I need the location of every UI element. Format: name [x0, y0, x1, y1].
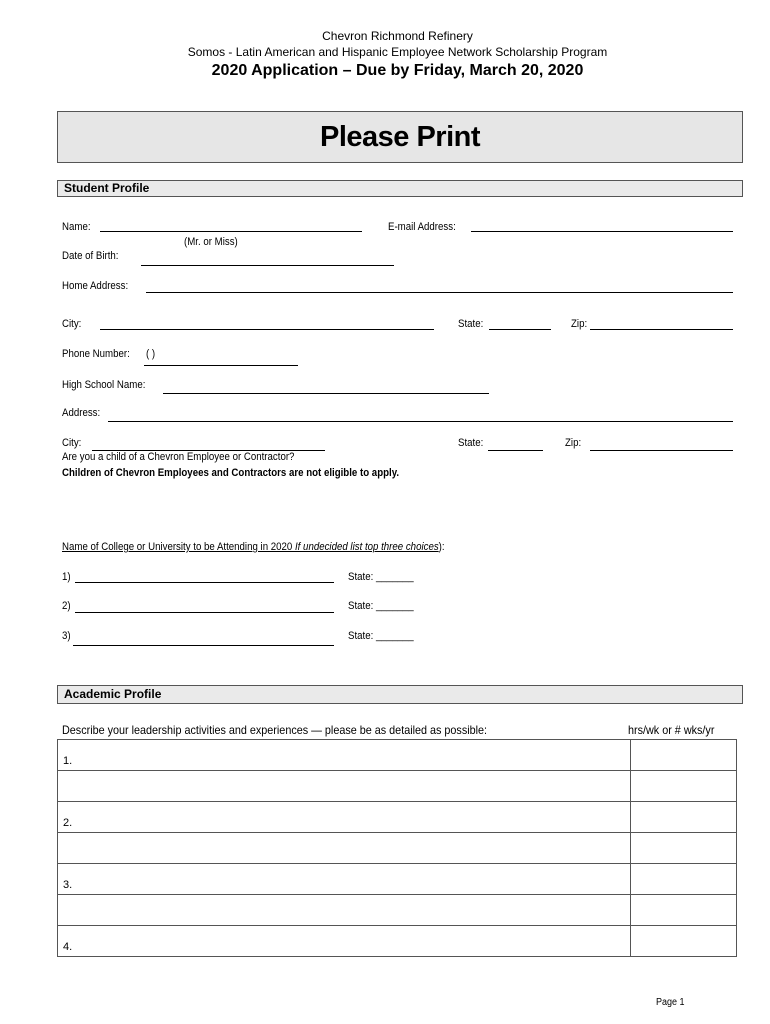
state-label: State: [458, 318, 484, 330]
school-state-label: State: [458, 437, 484, 449]
table-row [58, 926, 737, 957]
email-field[interactable] [471, 231, 733, 232]
dob-field[interactable] [141, 265, 394, 266]
dob-label: Date of Birth: [62, 250, 119, 262]
college-choice-num: 1) [62, 571, 71, 583]
email-label: E-mail Address: [388, 221, 456, 233]
hours-cell[interactable] [631, 740, 737, 771]
page-number: Page 1 [656, 997, 685, 1008]
college-choice-num: 2) [62, 600, 71, 612]
leadership-prompt: Describe your leadership activities and experiences — please be as detailed as possible: [62, 723, 488, 737]
phone-area-code: ( ) [146, 348, 156, 360]
name-label: Name: [62, 221, 91, 233]
activity-cell[interactable]: 2. [58, 802, 631, 833]
school-zip-label: Zip: [565, 437, 582, 449]
table-row [58, 802, 737, 833]
table-row [58, 771, 737, 802]
header-org: Chevron Richmond Refinery [322, 29, 473, 43]
name-field[interactable] [100, 231, 362, 232]
hours-cell[interactable] [631, 926, 737, 957]
home-address-label: Home Address: [62, 280, 129, 292]
hours-header: hrs/wk or # wks/yr [628, 723, 715, 737]
college-choice-field[interactable] [75, 582, 334, 583]
leadership-table [57, 739, 737, 957]
high-school-field[interactable] [163, 393, 489, 394]
eligibility-note: Children of Chevron Employees and Contractors are not eligible to apply. [62, 467, 400, 479]
chevron-question: Are you a child of a Chevron Employee or Contractor? [62, 451, 295, 463]
hours-cell[interactable] [631, 864, 737, 895]
activity-cell[interactable]: 4. [58, 926, 631, 957]
city-label: City: [62, 318, 82, 330]
table-row [58, 833, 737, 864]
table-row [58, 864, 737, 895]
home-address-field[interactable] [146, 292, 733, 293]
activity-cell[interactable]: 1. [58, 740, 631, 771]
table-row [58, 740, 737, 771]
school-state-field[interactable] [488, 450, 543, 451]
school-city-label: City: [62, 437, 82, 449]
city-field[interactable] [100, 329, 434, 330]
high-school-label: High School Name: [62, 379, 146, 391]
student-profile-heading: Student Profile [57, 180, 743, 197]
header-program: Somos - Latin American and Hispanic Employee Network Scholarship Program [187, 45, 608, 59]
zip-field[interactable] [590, 329, 733, 330]
college-choice-field[interactable] [73, 645, 334, 646]
academic-profile-heading: Academic Profile [57, 685, 743, 704]
activity-cell[interactable] [58, 771, 631, 802]
header-due-date: 2020 Application – Due by Friday, March 20, 2020 [211, 62, 584, 79]
hours-cell[interactable] [631, 802, 737, 833]
name-note: (Mr. or Miss) [184, 236, 238, 248]
school-zip-field[interactable] [590, 450, 733, 451]
college-prompt-end: ): [438, 541, 445, 553]
school-address-label: Address: [62, 407, 101, 419]
hours-cell[interactable] [631, 895, 737, 926]
phone-label: Phone Number: [62, 348, 130, 360]
hours-cell[interactable] [631, 833, 737, 864]
zip-label: Zip: [571, 318, 588, 330]
college-choice-num: 3) [62, 630, 71, 642]
phone-field[interactable] [144, 365, 298, 366]
state-field[interactable] [489, 329, 551, 330]
college-choice-field[interactable] [75, 612, 334, 613]
college-choice-state: State: _______ [348, 571, 414, 583]
college-choice-state: State: _______ [348, 600, 414, 612]
table-row [58, 895, 737, 926]
please-print-box: Please Print [57, 111, 743, 163]
school-address-field[interactable] [108, 421, 733, 422]
activity-cell[interactable] [58, 895, 631, 926]
activity-cell[interactable] [58, 833, 631, 864]
college-prompt-main: Name of College or University to be Attending in 2020 [62, 541, 295, 553]
activity-cell[interactable]: 3. [58, 864, 631, 895]
hours-cell[interactable] [631, 771, 737, 802]
college-prompt-italic: If undecided list top three choices [294, 541, 439, 553]
college-choice-state: State: _______ [348, 630, 414, 642]
college-prompt [62, 541, 445, 553]
